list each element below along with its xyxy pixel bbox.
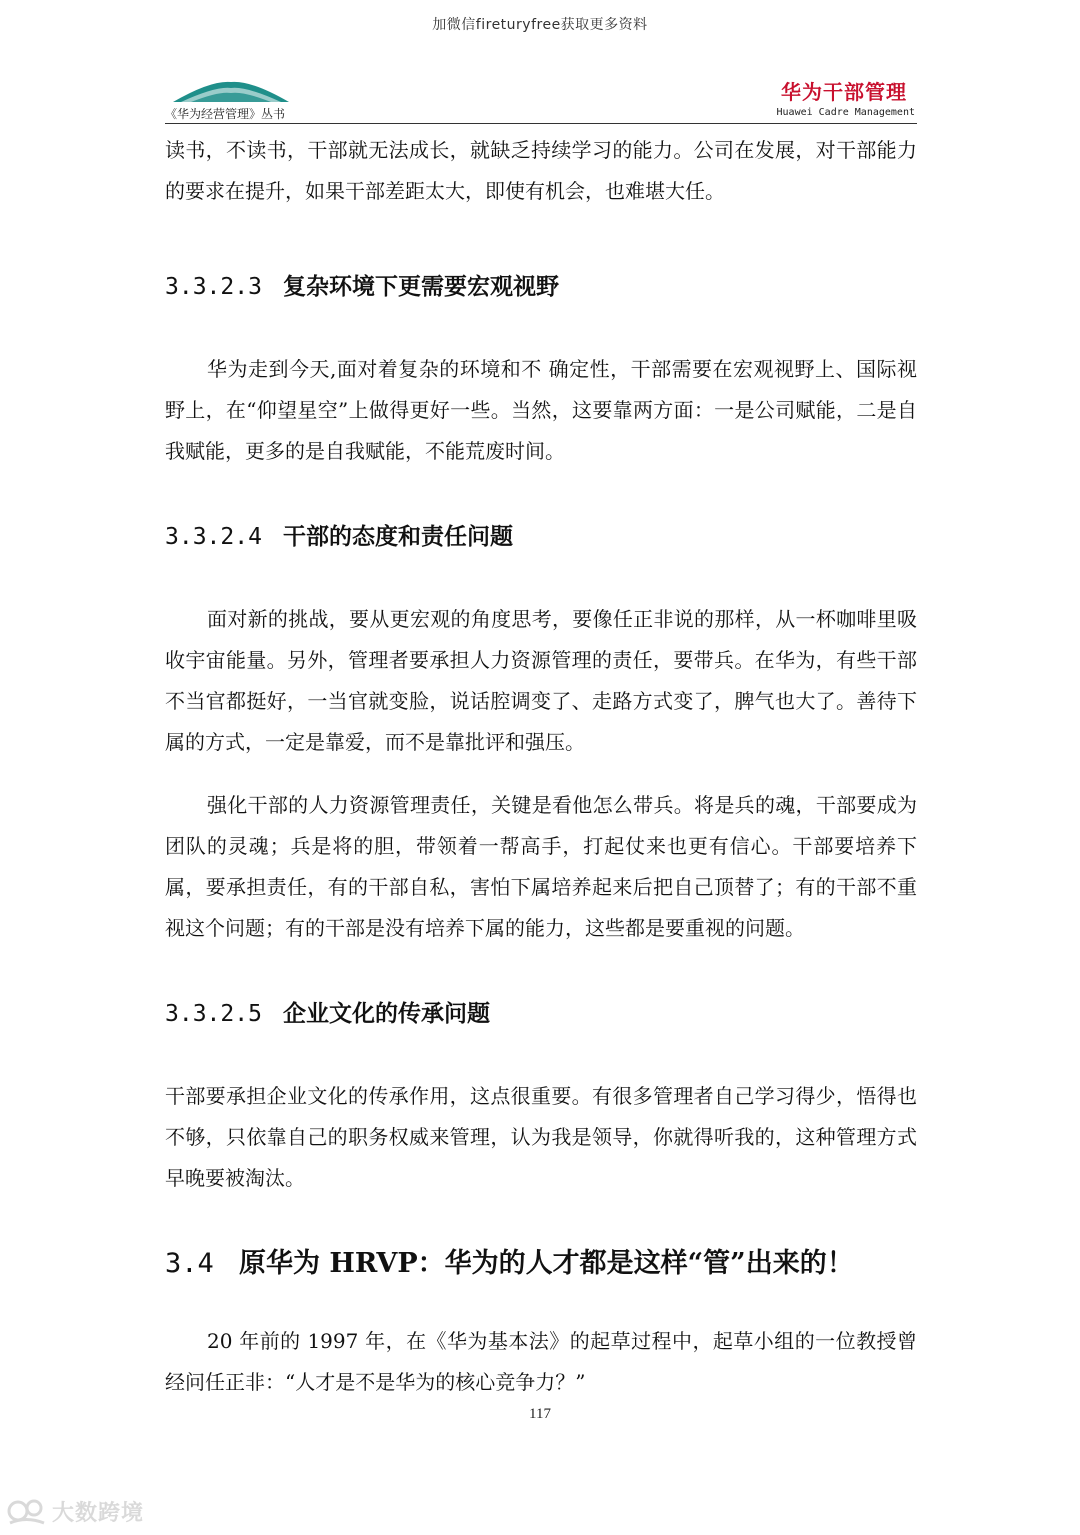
page-content (165, 130, 917, 1403)
chapter-title: 原华为 HRVP：华为的人才都是这样“管”出来的！ (239, 1248, 854, 1279)
chapter-heading-3-4 (165, 1247, 917, 1281)
section-heading-3-3-2-5 (165, 999, 917, 1029)
section-title: 干部的态度和责任问题 (283, 523, 513, 550)
top-note: 加微信fireturyfree获取更多资料 (432, 17, 648, 33)
section-paragraph: 华为走到今天,面对着复杂的环境和不 确定性，干部需要在宏观视野上、国际视野上，在“仰望星空”上做得更好一些。当然，这要靠两方面：一是公司赋能，二是自我赋能，更多的是自我赋能，不能荒废时间。 (165, 357, 917, 463)
header-divider (165, 123, 917, 124)
page-number: 117 (529, 1406, 551, 1422)
section-number: 3.3.2.4 (165, 524, 262, 550)
chapter-number: 3.4 (165, 1248, 214, 1279)
brand-subtitle: Huawei Cadre Management (776, 107, 915, 118)
page-header (165, 72, 917, 124)
section-number: 3.3.2.3 (165, 274, 262, 300)
section-paragraph: 强化干部的人力资源管理责任，关键是看他怎么带兵。将是兵的魂，干部要成为团队的灵魂；兵是将的胆，带领着一帮高手，打起仗来也更有信心。干部要培养下属，要承担责任，有的干部自私，害怕下属培养起来后把自己顶替了；有的干部不重视这个问题；有的干部是没有培养下属的能力，这些都是要重视的问题。 (165, 793, 917, 940)
section-paragraph: 干部要承担企业文化的传承作用，这点很重要。有很多管理者自己学习得少，悟得也不够，只依靠自己的职务权威来管理，认为我是领导，你就得听我的，这种管理方式早晚要被淘汰。 (165, 1084, 917, 1190)
logo-icon (6, 1496, 48, 1526)
section-paragraph: 面对新的挑战，要从更宏观的角度思考，要像任正非说的那样，从一杯咖啡里吸收宇宙能量。另外，管理者要承担人力资源管理的责任，要带兵。在华为，有些干部不当官都挺好，一当官就变脸，说话腔调变了、走路方式变了，脾气也大了。善待下属的方式，一定是靠爱，而不是靠批评和强压。 (165, 607, 917, 754)
brand-title: 华为干部管理 (781, 80, 907, 104)
section-heading-3-3-2-3 (165, 272, 917, 302)
intro-paragraph: 读书，不读书，干部就无法成长，就缺乏持续学习的能力。公司在发展，对干部能力的要求在提升，如果干部差距太大，即使有机会，也难堪大任。 (165, 138, 917, 203)
watermark (6, 1494, 144, 1528)
watermark-text: 大数跨境 (52, 1500, 145, 1526)
section-title: 企业文化的传承问题 (283, 1000, 490, 1027)
section-number: 3.3.2.5 (165, 1001, 262, 1027)
section-title: 复杂环境下更需要宏观视野 (283, 273, 559, 300)
series-logo-icon (171, 78, 291, 104)
series-title: 《华为经营管理》丛书 (165, 107, 286, 121)
chapter-paragraph: 20 年前的 1997 年，在《华为基本法》的起草过程中，起草小组的一位教授曾经问任正非：“人才是不是华为的核心竞争力？” (165, 1329, 917, 1394)
section-heading-3-3-2-4 (165, 522, 917, 552)
